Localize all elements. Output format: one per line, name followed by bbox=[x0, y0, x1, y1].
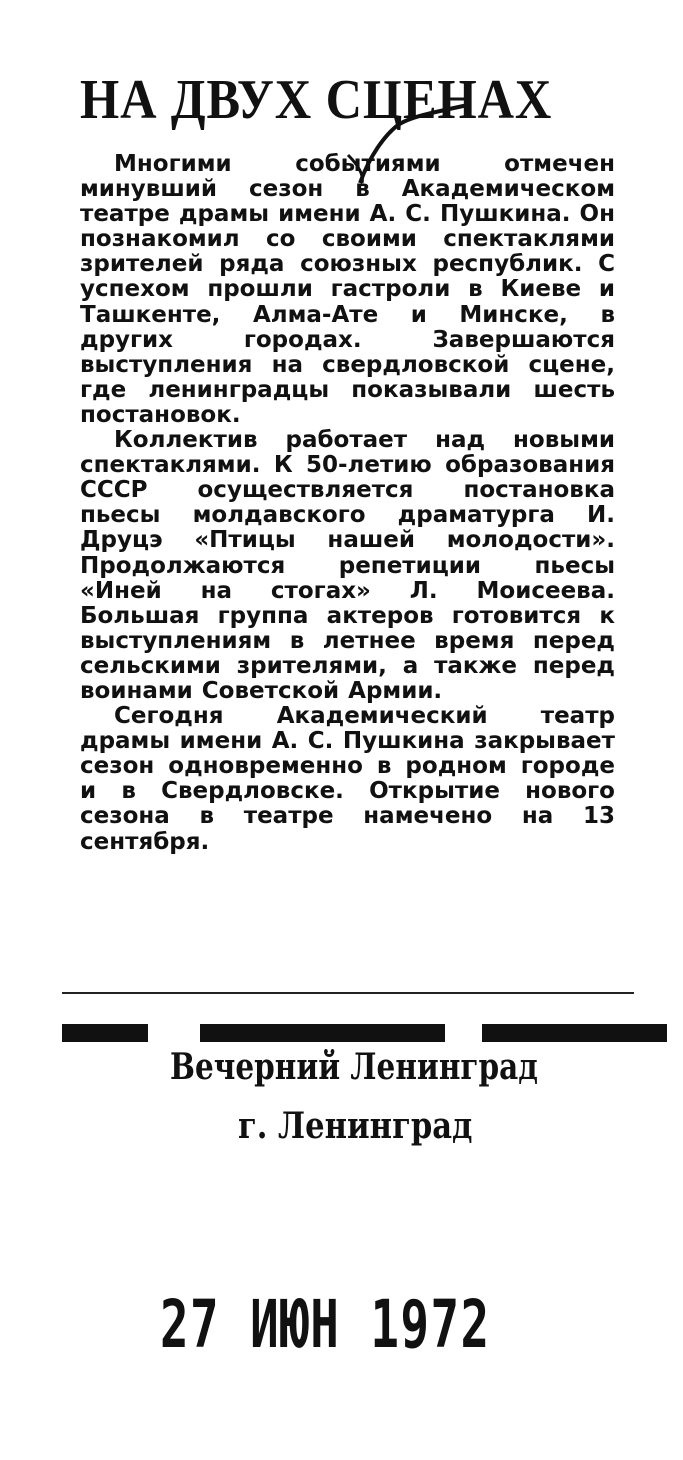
stamp-bar bbox=[482, 1024, 667, 1042]
date-stamp: 27 ИЮН 1972 bbox=[160, 1286, 491, 1363]
article-paragraph: Сегодня Академический театр драмы имени А. С. Пушкина закрывает сезон одновременно в родном городе и в Свердловске. Открытие нового сезона в театре намечено на 13 сентября. bbox=[80, 703, 615, 855]
article-paragraph: Многими событиями отмечен минувший сезон в Академическом театре драмы имени А. С. Пушкина. Он познакомил со своими спектаклями зрителей ряда союзных республик. С успехом прошли гастроли в Киеве и Ташкенте, Алма-Ате и Минске, в других городах. Завершаются выступления на свердловской сцене, где ленинградцы показывали шесть постановок. bbox=[80, 151, 615, 428]
stamp-bar bbox=[200, 1024, 445, 1042]
article-paragraph: Коллектив работает над новыми спектаклями. К 50-летию образования СССР осуществляется постановка пьесы молдавского драматурга И. Друцэ «Птицы нашей молодости». Продолжаются репетиции пьесы «Иней на стогах» Л. Моисеева. Большая группа актеров готовится к выступлениям в летнее время перед сельскими зрителями, а также перед воинами Советской Армии. bbox=[80, 427, 615, 704]
newspaper-name-stamp: Вечерний Ленинград bbox=[170, 1046, 538, 1088]
city-stamp: г. Ленинград bbox=[238, 1105, 473, 1147]
stamp-bar bbox=[62, 1024, 148, 1042]
article-headline: НА ДВУХ СЦЕНАХ bbox=[80, 69, 553, 131]
divider-line bbox=[62, 992, 634, 994]
article-body bbox=[80, 152, 615, 855]
